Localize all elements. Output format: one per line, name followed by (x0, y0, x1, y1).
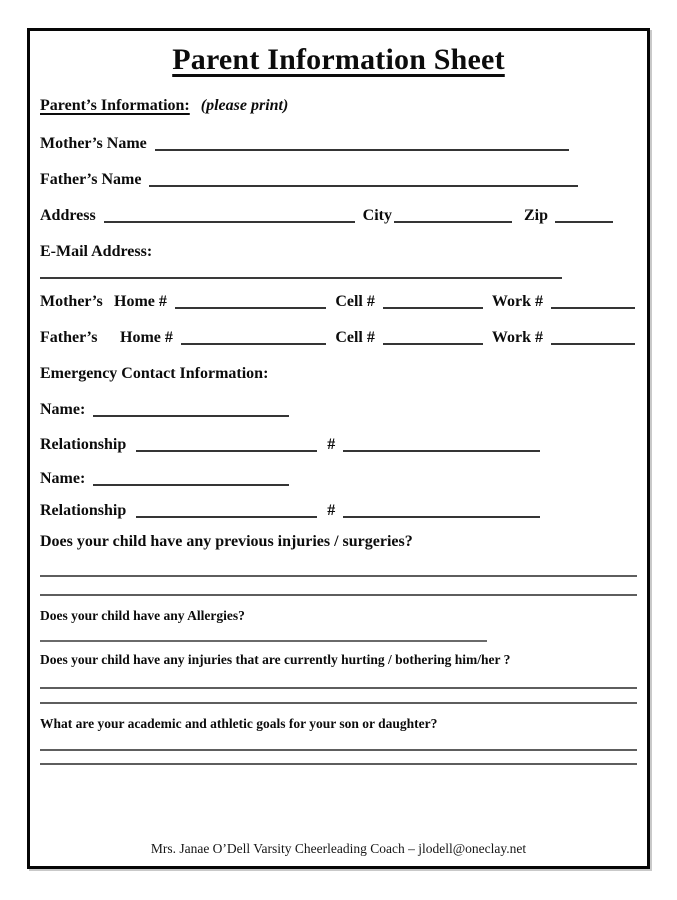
mother-phone-who-label: Mother’s (40, 293, 103, 310)
goals-answer-line-2[interactable] (40, 763, 637, 765)
email-label-row (40, 239, 637, 261)
emergency-contact-heading (40, 361, 637, 383)
question-previous-injuries: Does your child have any previous injuries / surgeries? (40, 533, 413, 550)
emergency-contact-1-name-field[interactable] (93, 415, 289, 417)
question-current-injuries: Does your child have any injuries that are currently hurting / bothering him/her ? (40, 652, 511, 667)
zip-field[interactable] (555, 221, 613, 223)
mothers-name-row (40, 131, 637, 153)
mother-cell-label: Cell # (335, 293, 375, 310)
parents-information-section-header (40, 97, 637, 117)
father-work-label: Work # (491, 329, 543, 346)
father-work-number-field[interactable] (551, 343, 635, 345)
mother-work-label: Work # (491, 293, 543, 310)
city-field[interactable] (394, 221, 512, 223)
emergency-contact-2-relationship-row (40, 498, 637, 520)
fathers-name-field[interactable] (149, 185, 578, 187)
emergency-contact-2-name-field[interactable] (93, 484, 289, 486)
please-print-note: (please print) (200, 97, 289, 114)
emergency-contact-1-number-label: # (327, 436, 336, 453)
goals-answer-line-1[interactable] (40, 749, 637, 751)
fathers-name-row (40, 167, 637, 189)
father-home-label: Home # (120, 329, 173, 346)
email-address-field[interactable] (40, 277, 562, 279)
emergency-contact-1-relationship-field[interactable] (136, 450, 317, 452)
father-cell-number-field[interactable] (383, 343, 483, 345)
email-address-label: E-Mail Address: (40, 243, 153, 260)
previous-injuries-answer-line-1[interactable] (40, 575, 637, 577)
address-label: Address (40, 207, 96, 224)
address-field[interactable] (104, 221, 355, 223)
emergency-contact-2-name-label: Name: (40, 470, 86, 487)
emergency-contact-2-relationship-label: Relationship (40, 502, 127, 519)
current-injuries-answer-line-1[interactable] (40, 687, 637, 689)
footer-contact-line: Mrs. Janae O’Dell Varsity Cheerleading Coach – jlodell@oneclay.net (150, 841, 527, 856)
current-injuries-answer-line-2[interactable] (40, 702, 637, 704)
question-allergies: Does your child have any Allergies? (40, 608, 245, 623)
emergency-contact-1-name-row (40, 397, 637, 419)
emergency-contact-1-number-field[interactable] (343, 450, 540, 452)
mother-phone-row (40, 289, 635, 311)
father-phone-who-label: Father’s (40, 329, 98, 346)
mother-work-number-field[interactable] (551, 307, 635, 309)
mother-home-label: Home # (114, 293, 167, 310)
father-cell-label: Cell # (335, 329, 375, 346)
emergency-contact-2-relationship-field[interactable] (136, 516, 317, 518)
page-title (40, 42, 637, 77)
emergency-contact-1-name-label: Name: (40, 401, 86, 418)
mothers-name-field[interactable] (155, 149, 569, 151)
address-row (40, 203, 613, 225)
emergency-contact-2-number-field[interactable] (343, 516, 540, 518)
emergency-contact-2-number-label: # (327, 502, 336, 519)
emergency-contact-2-name-row (40, 466, 637, 488)
emergency-contact-heading-label: Emergency Contact Information: (40, 365, 269, 382)
previous-injuries-answer-line-2[interactable] (40, 594, 637, 596)
emergency-contact-1-relationship-label: Relationship (40, 436, 127, 453)
question-goals: What are your academic and athletic goals for your son or daughter? (40, 716, 438, 731)
father-home-number-field[interactable] (181, 343, 326, 345)
email-line-row (40, 261, 637, 281)
zip-label: Zip (523, 207, 548, 224)
page-title-text: Parent Information Sheet (172, 43, 505, 76)
father-phone-row (40, 325, 635, 347)
mother-home-number-field[interactable] (175, 307, 326, 309)
city-label: City (362, 207, 392, 224)
parent-information-sheet (27, 28, 650, 869)
fathers-name-label: Father’s Name (40, 171, 142, 188)
mother-cell-number-field[interactable] (383, 307, 483, 309)
allergies-answer-line[interactable] (40, 640, 487, 642)
emergency-contact-1-relationship-row (40, 432, 637, 454)
mothers-name-label: Mother’s Name (40, 135, 147, 152)
parents-information-heading: Parent’s Information: (40, 97, 190, 114)
